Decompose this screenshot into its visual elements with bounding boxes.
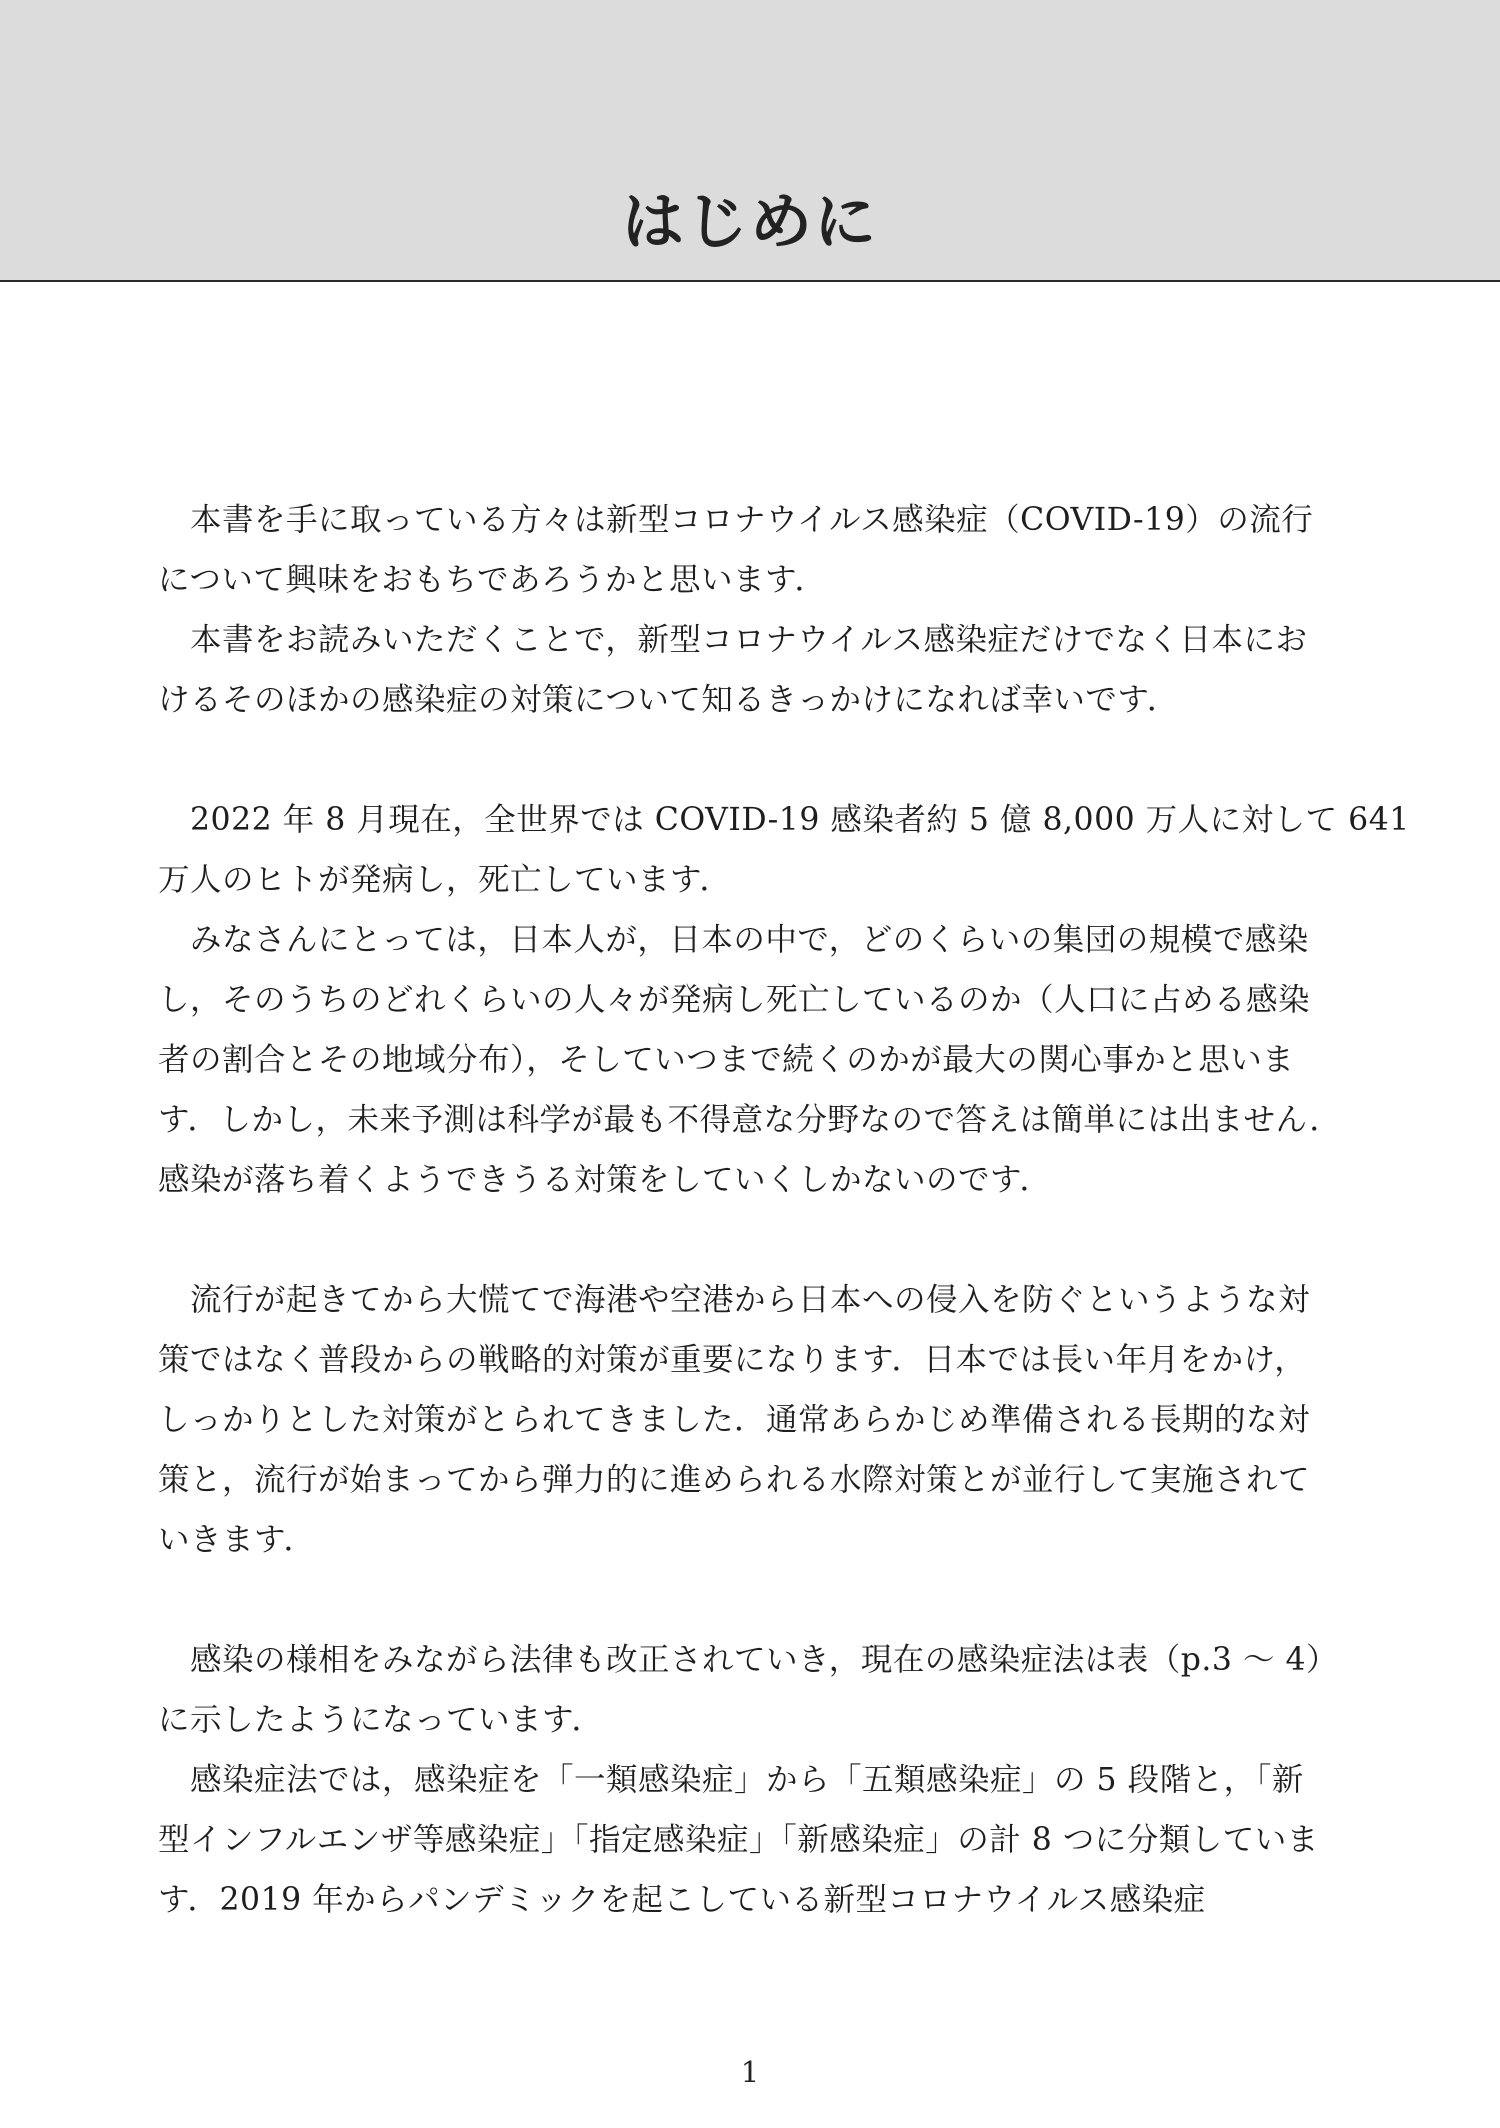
paragraph-gap [158,1210,1350,1270]
text-line: 2022 年 8 月現在，全世界では COVID-19 感染者約 5 億 8,000 万人に対して 641 [158,802,1410,838]
text-line: いきます． [158,1522,316,1558]
text-line: 流行が起きてから大慌てで海港や空港から日本への侵入を防ぐというような対 [158,1282,1311,1318]
text-line: す．2019 年からパンデミックを起こしている新型コロナウイルス感染症 [158,1882,1206,1918]
text-line: し，そのうちのどれくらいの人々が発病し死亡しているのか（人口に占める感染 [158,982,1311,1018]
text-line: 万人のヒトが発病し，死亡しています． [158,862,732,898]
text-line: しっかりとした対策がとられてきました．通常あらかじめ準備される長期的な対 [158,1402,1311,1438]
text-line: に示したようになっています． [158,1702,604,1738]
text-line: す．しかし，未来予測は科学が最も不得意な分野なので答えは簡単には出ません． [158,1102,1342,1138]
text-line: 者の割合とその地域分布），そしていつまで続くのかが最大の関心事かと思いま [158,1042,1295,1078]
text-line: について興味をおもちであろうかと思います． [158,562,827,598]
page-title: はじめに [621,185,878,258]
text-line: 感染症法では，感染症を「一類感染症」から「五類感染症」の 5 段階と，「新 [158,1762,1304,1798]
text-line: 型インフルエンザ等感染症」「指定感染症」「新感染症」の計 8 つに分類していま [158,1822,1319,1858]
text-line: 策ではなく普段からの戦略的対策が重要になります．日本では長い年月をかけ， [158,1342,1307,1378]
text-line: 感染の様相をみながら法律も改正されていき，現在の感染症法は表（p.3 〜 4） [158,1642,1339,1678]
header-divider [0,280,1500,282]
paragraph-gap [158,730,1350,790]
text-line: 策と，流行が始まってから弾力的に進められる水際対策とが並行して実施されて [158,1462,1311,1498]
body-text [158,490,1410,1930]
text-line: 本書を手に取っている方々は新型コロナウイルス感染症（COVID-19）の流行 [158,502,1314,538]
page-number: 1 [740,2055,760,2089]
text-line: 感染が落ち着くようできうる対策をしていくしかないのです． [158,1162,1052,1198]
text-line: みなさんにとっては，日本人が，日本の中で，どのくらいの集団の規模で感染 [158,922,1309,958]
text-line: 本書をお読みいただくことで，新型コロナウイルス感染症だけでなく日本にお [158,622,1308,658]
text-line: けるそのほかの感染症の対策について知るきっかけになれば幸いです． [158,682,1179,718]
paragraph-gap [158,1570,1350,1630]
